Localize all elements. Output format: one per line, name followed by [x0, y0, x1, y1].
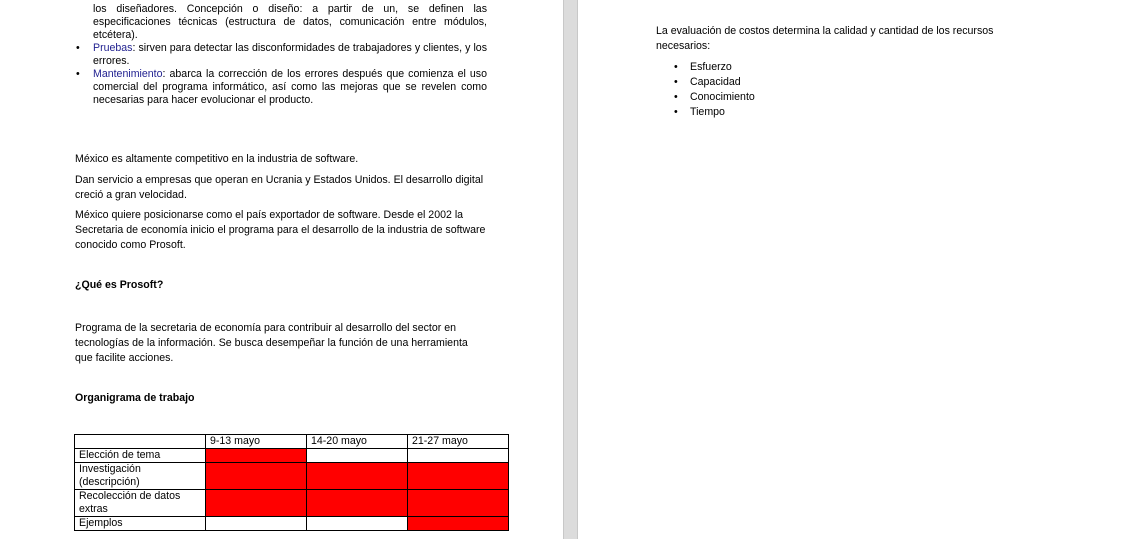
gantt-table [74, 434, 509, 531]
task-cell: Recolección de datos extras [75, 490, 206, 517]
list-item [75, 42, 487, 68]
bullet-icon: • [674, 61, 678, 73]
schedule-cell [408, 490, 509, 517]
list-item [674, 90, 755, 105]
bullet-icon: • [76, 42, 80, 54]
phase-text: : abarca la corrección de los errores después que comienza el uso comercial del programa informático, así como las mejoras que se revelen como necesarias para hacer evolucionar el producto. [93, 68, 487, 106]
bullet-icon: • [76, 68, 80, 80]
bullet-icon: • [674, 91, 678, 103]
list-item [75, 68, 487, 107]
task-cell: Investigación (descripción) [75, 463, 206, 490]
bullet-icon: • [674, 76, 678, 88]
list-item [674, 75, 755, 90]
table-row [75, 449, 509, 463]
schedule-cell [206, 517, 307, 531]
document-page-right [578, 0, 1139, 539]
phase-text: : sirven para detectar las disconformidades de trabajadores y clientes, y los errores. [93, 42, 487, 67]
document-page-left [0, 0, 563, 539]
cost-evaluation-paragraph: La evaluación de costos determina la calidad y cantidad de los recursos necesarios: [656, 25, 994, 52]
resource-label: Capacidad [690, 76, 741, 88]
phase-text: los diseñadores. Concepción o diseño: a partir de un, se definen las especificaciones técnicas (estructura de datos, comunicación entre módulos, etcétera). [93, 3, 487, 41]
list-item [674, 60, 755, 75]
schedule-cell [206, 490, 307, 517]
schedule-cell [307, 449, 408, 463]
table-row [75, 490, 509, 517]
schedule-cell [307, 517, 408, 531]
schedule-cell [408, 517, 509, 531]
paragraph: México es altamente competitivo en la industria de software. [75, 153, 359, 165]
schedule-cell [307, 463, 408, 490]
resource-label: Conocimiento [690, 91, 755, 103]
org-heading: Organigrama de trabajo [75, 392, 195, 404]
bullet-icon: • [674, 106, 678, 118]
list-item [75, 3, 487, 42]
phase-term: Pruebas [93, 42, 133, 54]
prosoft-heading: ¿Qué es Prosoft? [75, 279, 164, 291]
table-header-cell [75, 435, 206, 449]
resource-label: Tiempo [690, 106, 725, 118]
prosoft-paragraph: Programa de la secretaria de economía para contribuir al desarrollo del sector en tecnologías de la información. Se busca desempeñar la función de una herramienta que facilite acciones. [75, 322, 468, 364]
resource-list [674, 60, 755, 120]
phase-list [75, 3, 487, 107]
paragraph: México quiere posicionarse como el país exportador de software. Desde el 2002 la Secretaria de economía inicio el programa para el desarrollo de la industria de software conocido como Prosoft. [75, 209, 486, 251]
list-item [674, 105, 755, 120]
schedule-cell [408, 463, 509, 490]
schedule-cell [307, 490, 408, 517]
paragraph: Dan servicio a empresas que operan en Ucrania y Estados Unidos. El desarrollo digital creció a gran velocidad. [75, 174, 484, 201]
schedule-cell [206, 449, 307, 463]
phase-term: Mantenimiento [93, 68, 163, 80]
task-cell: Elección de tema [75, 449, 206, 463]
task-cell: Ejemplos [75, 517, 206, 531]
schedule-cell [206, 463, 307, 490]
page-gutter [563, 0, 578, 539]
table-row [75, 463, 509, 490]
table-header-cell: 21-27 mayo [408, 435, 509, 449]
table-header-row [75, 435, 509, 449]
schedule-cell [408, 449, 509, 463]
table-header-cell: 14-20 mayo [307, 435, 408, 449]
resource-label: Esfuerzo [690, 61, 732, 73]
table-header-cell: 9-13 mayo [206, 435, 307, 449]
table-row [75, 517, 509, 531]
